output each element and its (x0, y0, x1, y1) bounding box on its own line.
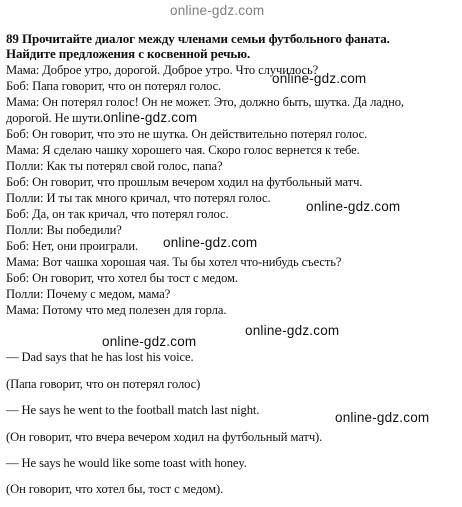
dialogue-line: Боб: Да, он так кричал, что потерял голос. (6, 207, 229, 221)
answer-line: — He says he would like some toast with honey. (6, 456, 247, 470)
watermark: online-gdz.com (272, 71, 367, 86)
dialogue-line: Мама: Я сделаю чашку хорошего чая. Скоро голос вернется к тебе. (6, 143, 360, 157)
dialogue-line: Мама: Доброе утро, дорогой. Доброе утро. Что случилось? (6, 63, 319, 77)
watermark: online-gdz.com (335, 410, 430, 425)
watermark: online-gdz.com (245, 323, 340, 338)
dialogue-line: Боб: Он говорит, что прошлым вечером ходил на футбольный матч. (6, 175, 363, 189)
dialogue-line: Полли: Вы победили? (6, 223, 122, 237)
answer-translation: (Он говорит, что вчера вечером ходил на футбольный матч). (6, 430, 323, 444)
dialogue-line: Боб: Нет, они проиграли. (6, 239, 139, 253)
watermark: online-gdz.com (170, 3, 265, 18)
answer-translation: (Папа говорит, что он потерял голос) (6, 377, 201, 391)
dialogue-line: дорогой. Не шути. (6, 111, 104, 125)
dialogue-line: Полли: Как ты потерял свой голос, папа? (6, 159, 223, 173)
answer-translation: (Он говорит, что хотел бы, тост с медом). (6, 482, 224, 496)
dialogue-line: Мама: Он потерял голос! Он не может. Это, должно быть, шутка. Да ладно, (6, 95, 404, 109)
watermark: online-gdz.com (163, 235, 258, 250)
watermark: online-gdz.com (103, 110, 198, 125)
dialogue-line: Боб: Он говорит, что это не шутка. Он действительно потерял голос. (6, 127, 368, 141)
dialogue-line: Мама: Вот чашка хорошая чая. Ты бы хотел что-нибудь съесть? (6, 255, 342, 269)
task-instruction: Найдите предложения с косвенной речью. (6, 46, 251, 61)
answer-line: — He says he went to the football match last night. (6, 403, 260, 417)
dialogue-line: Боб: Папа говорит, что он потерял голос. (6, 79, 222, 93)
dialogue-line: Полли: И ты так много кричал, что потерял голос. (6, 191, 271, 205)
dialogue-line: Боб: Он говорит, что хотел бы тост с медом. (6, 271, 238, 285)
dialogue-line: Мама: Потому что мед полезен для горла. (6, 303, 227, 317)
watermark: online-gdz.com (102, 334, 197, 349)
task-heading: 89 Прочитайте диалог между членами семьи футбольного фаната. (6, 31, 390, 46)
watermark: online-gdz.com (306, 199, 401, 214)
dialogue-line: Полли: Почему с медом, мама? (6, 287, 171, 301)
answer-line: — Dad says that he has lost his voice. (6, 350, 194, 364)
